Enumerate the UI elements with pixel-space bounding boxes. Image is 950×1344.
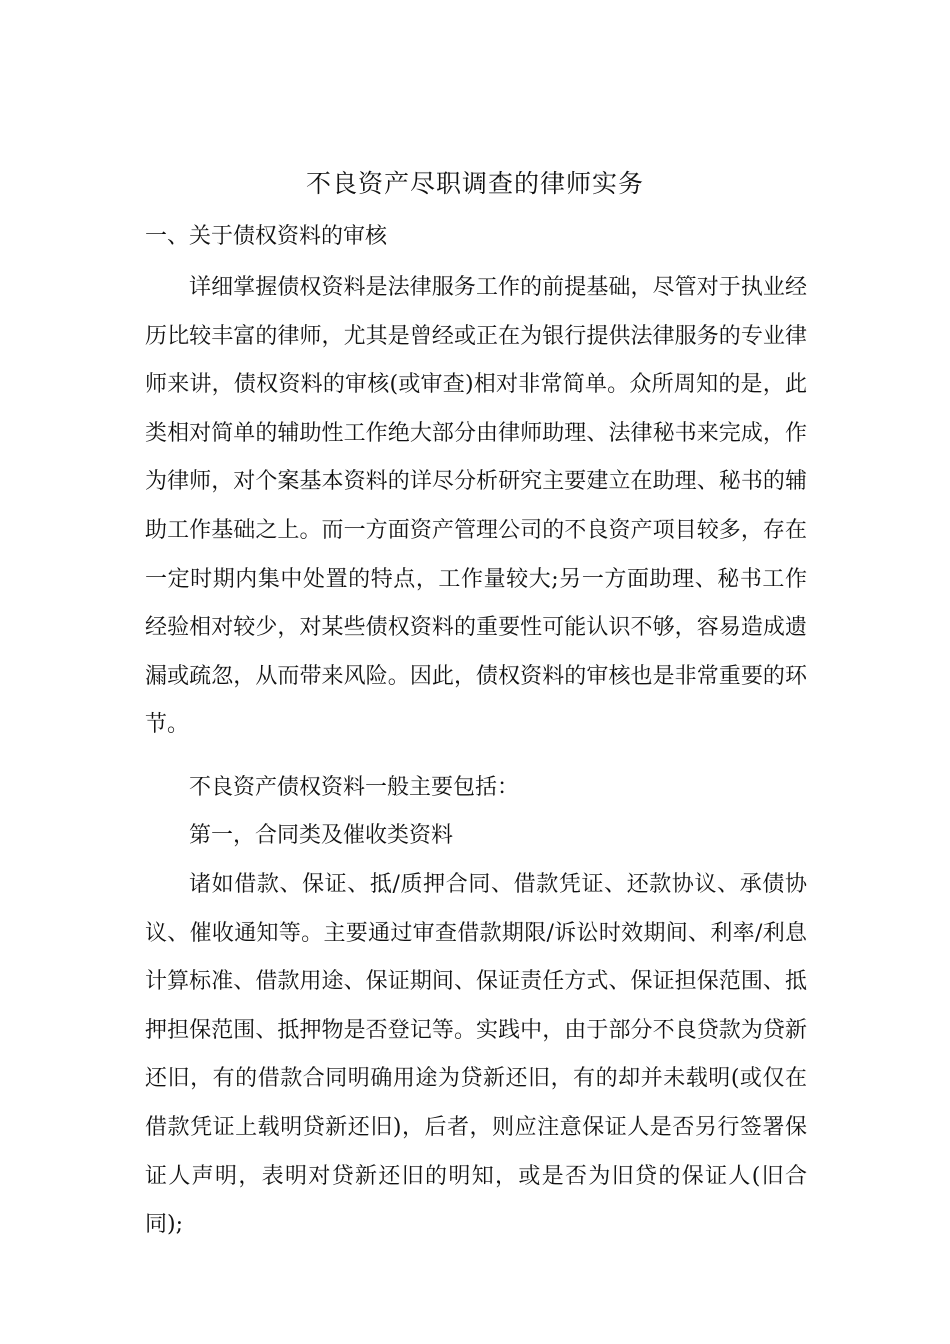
section-heading: 一、关于债权资料的审核 bbox=[145, 224, 388, 249]
paragraph-contract-details: 诸如借款、保证、抵/质押合同、借款凭证、还款协议、承债协议、催收通知等。主要通过审查借款期限/诉讼时效期间、利率/利息计算标准、借款用途、保证期间、保证责任方式、保证担保范围、抵押担保范围、抵押物是否登记等。实践中，由于部分不良贷款为贷新还旧，有的借款合同明确用途为贷新还旧，有的却并未载明(或仅在借款凭证上载明贷新还旧)，后者，则应注意保证人是否另行签署保证人声明，表明对贷新还旧的明知，或是否为旧贷的保证人(旧合同); bbox=[145, 872, 807, 1238]
document-title: 不良资产尽职调查的律师实务 bbox=[305, 169, 644, 198]
paragraph-review-intro: 详细掌握债权资料是法律服务工作的前提基础，尽管对于执业经历比较丰富的律师，尤其是曾经或正在为银行提供法律服务的专业律师来讲，债权资料的审核(或审查)相对非常简单。众所周知的是，此类相对简单的辅助性工作绝大部分由律师助理、法律秘书来完成，作为律师，对个案基本资料的详尽分析研究主要建立在助理、秘书的辅助工作基础之上。而一方面资产管理公司的不良资产项目较多，存在一定时期内集中处置的特点，工作量较大;另一方面助理、秘书工作经验相对较少，对某些债权资料的重要性可能认识不够，容易造成遗漏或疏忽，从而带来风险。因此，债权资料的审核也是非常重要的环节。 bbox=[145, 275, 807, 738]
paragraph-first-category: 第一，合同类及催收类资料 bbox=[189, 823, 454, 848]
paragraph-materials-include: 不良资产债权资料一般主要包括： bbox=[189, 775, 520, 800]
